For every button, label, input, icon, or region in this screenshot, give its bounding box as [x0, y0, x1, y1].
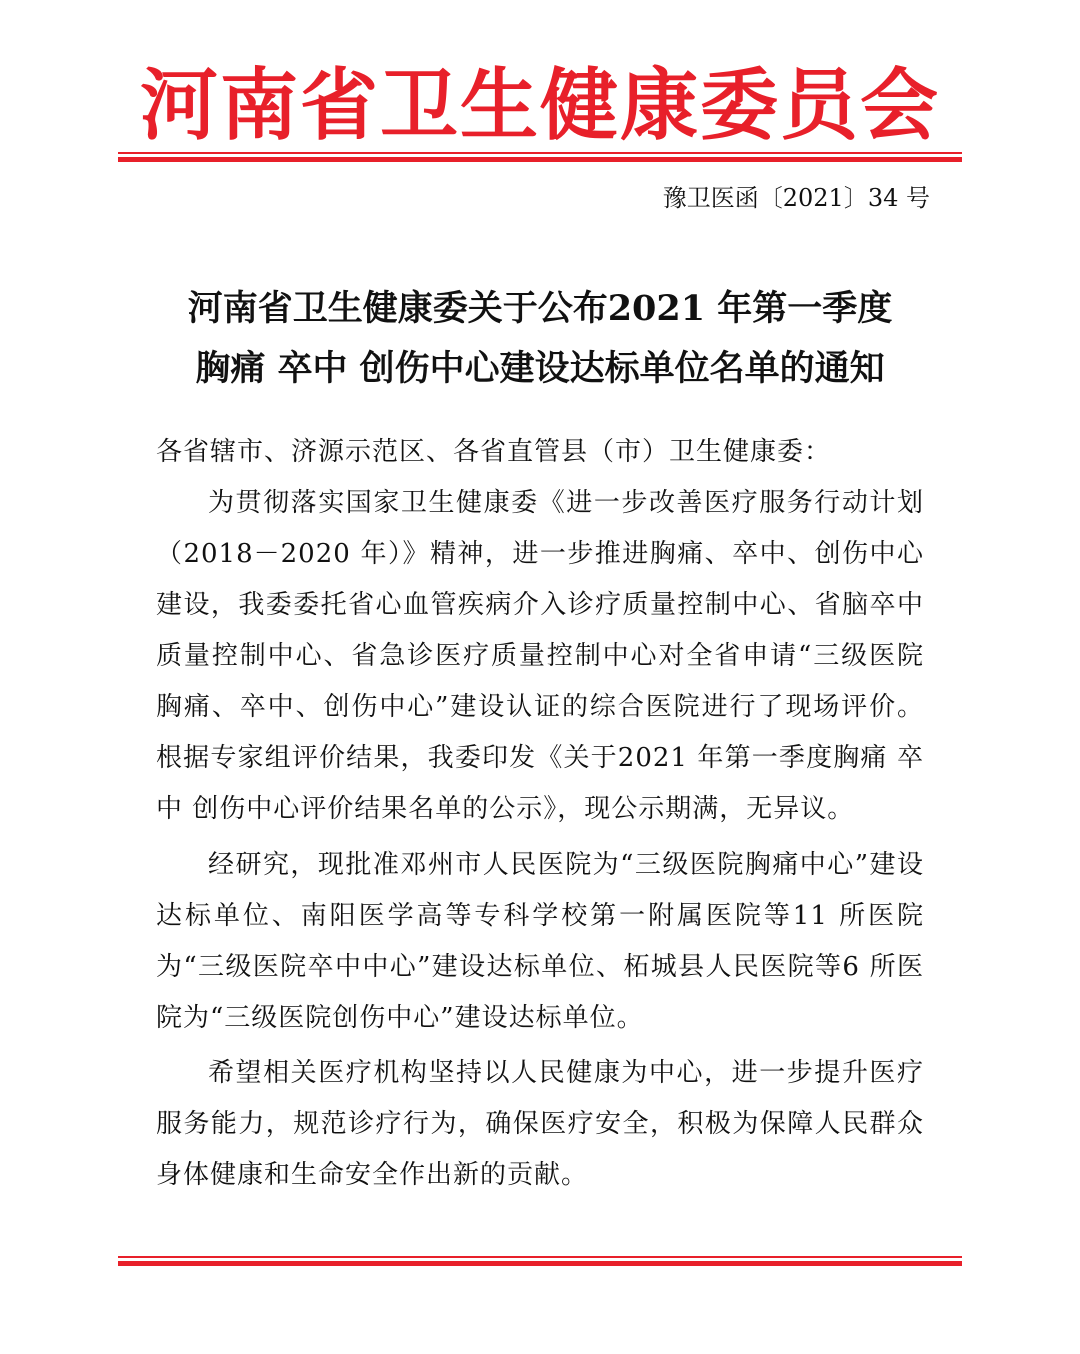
- body-paragraph-3: 希望相关医疗机构坚持以人民健康为中心，进一步提升医疗服务能力，规范诊疗行为，确保医疗安全，积极为保障人民群众身体健康和生命安全作出新的贡献。: [156, 1058, 924, 1190]
- document-title-line-1: 河南省卫生健康委关于公布2021 年第一季度: [187, 288, 893, 329]
- document-title-line-2: 胸痛 卒中 创伤中心建设达标单位名单的通知: [195, 348, 885, 389]
- masthead-divider: [118, 152, 962, 162]
- body-paragraph-2: 经研究，现批准邓州市人民医院为“三级医院胸痛中心”建设达标单位、南阳医学高等专科学校第一附属医院等11 所医院为“三级医院卒中中心”建设达标单位、柘城县人民医院等6 所医院为“三级医院创伤中心”建设达标单位。: [156, 850, 924, 1033]
- footer-divider: [118, 1256, 962, 1266]
- body-paragraph-1: 为贯彻落实国家卫生健康委《进一步改善医疗服务行动计划（2018－2020 年）》精神，进一步推进胸痛、卒中、创伤中心建设，我委委托省心血管疾病介入诊疗质量控制中心、省脑卒中质量控制中心、省急诊医疗质量控制中心对全省申请“三级医院胸痛、卒中、创伤中心”建设认证的综合医院进行了现场评价。根据专家组评价结果，我委印发《关于2021 年第一季度胸痛 卒中 创伤中心评价结果名单的公示》，现公示期满，无异议。: [156, 488, 924, 824]
- issuer-masthead: 河南省卫生健康委员会: [139, 60, 940, 151]
- document-number: 豫卫医函〔2021〕34 号: [662, 184, 930, 212]
- salutation: 各省辖市、济源示范区、各省直管县（市）卫生健康委：: [156, 437, 832, 467]
